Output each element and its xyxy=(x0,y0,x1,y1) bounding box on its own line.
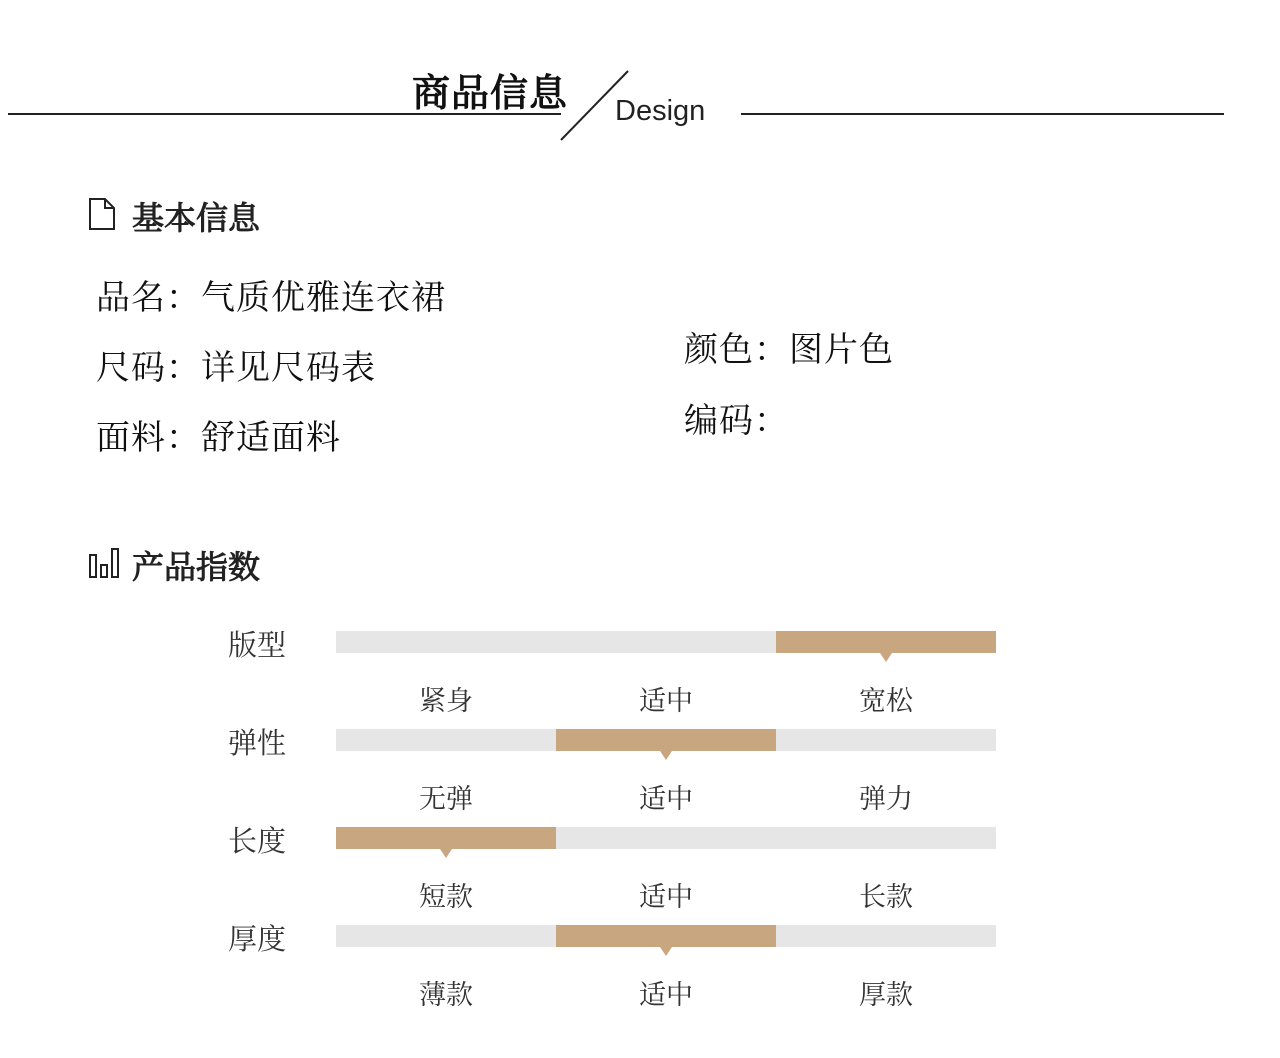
index-selected-segment xyxy=(556,925,776,947)
product-color: 颜色：图片色 xyxy=(684,330,894,370)
index-track xyxy=(336,827,996,849)
index-row-label: 弹性 xyxy=(228,726,287,760)
index-option-label: 厚款 xyxy=(859,980,913,1011)
index-row-label: 版型 xyxy=(228,628,287,662)
product-index-heading: 产品指数 xyxy=(132,548,261,586)
basic-info-heading: 基本信息 xyxy=(132,199,261,237)
index-row-label: 厚度 xyxy=(228,922,287,956)
index-option-label: 适中 xyxy=(639,784,693,815)
document-icon xyxy=(88,197,116,231)
product-fabric: 面料：舒适面料 xyxy=(96,418,341,458)
index-selected-segment xyxy=(556,729,776,751)
index-pointer xyxy=(440,849,452,858)
index-option-label: 宽松 xyxy=(859,686,913,717)
index-pointer xyxy=(660,947,672,956)
product-name: 品名：气质优雅连衣裙 xyxy=(96,278,446,318)
index-pointer xyxy=(660,751,672,760)
product-code: 编码： xyxy=(684,401,789,441)
index-option-label: 适中 xyxy=(639,882,693,913)
index-row-label: 长度 xyxy=(228,824,287,858)
index-option-label: 长款 xyxy=(859,882,913,913)
index-track xyxy=(336,729,996,751)
index-selected-segment xyxy=(336,827,556,849)
index-option-label: 无弹 xyxy=(419,784,473,815)
header-rule-right xyxy=(741,113,1224,115)
index-track xyxy=(336,925,996,947)
product-size: 尺码：详见尺码表 xyxy=(96,348,376,388)
bar-chart-icon xyxy=(88,547,122,579)
index-option-label: 薄款 xyxy=(419,980,473,1011)
index-pointer xyxy=(880,653,892,662)
index-option-label: 适中 xyxy=(639,686,693,717)
index-option-label: 适中 xyxy=(639,980,693,1011)
page-title: 商品信息 xyxy=(412,71,569,115)
index-option-label: 弹力 xyxy=(859,784,913,815)
index-selected-segment xyxy=(776,631,996,653)
index-option-label: 紧身 xyxy=(419,686,473,717)
page-subtitle: Design xyxy=(615,95,706,127)
index-option-label: 短款 xyxy=(419,882,473,913)
index-track xyxy=(336,631,996,653)
